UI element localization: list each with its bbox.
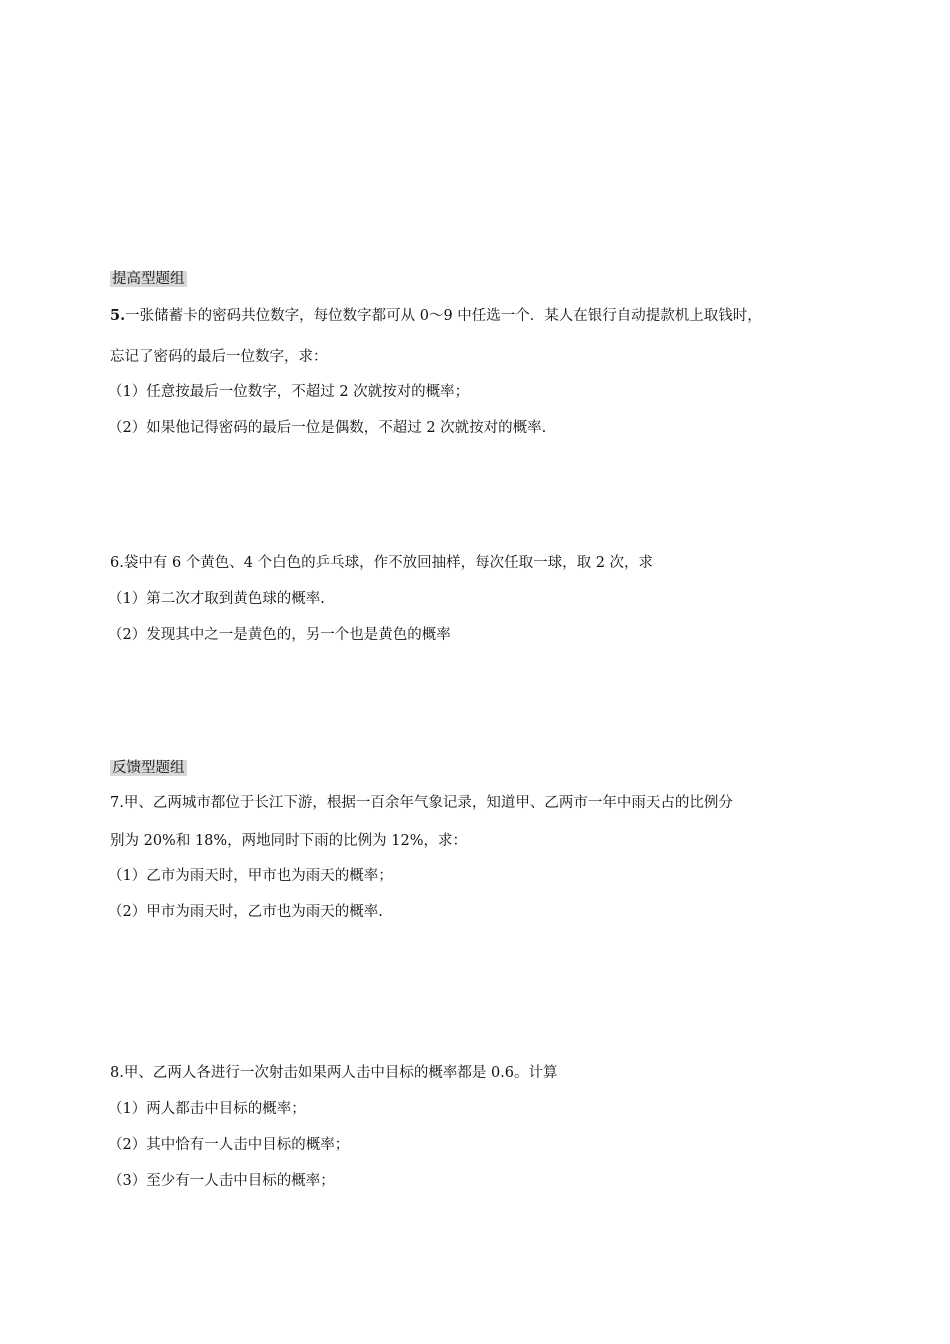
question-5-part-1: （1）任意按最后一位数字，不超过 2 次就按对的概率； bbox=[108, 384, 470, 400]
question-5-part-2: （2）如果他记得密码的最后一位是偶数，不超过 2 次就按对的概率. bbox=[108, 420, 547, 436]
question-8-part-1: （1）两人都击中目标的概率； bbox=[108, 1101, 306, 1117]
section-heading-feedback-label: 反馈型题组 bbox=[112, 760, 185, 776]
question-6-part-1: （1）第二次才取到黄色球的概率. bbox=[108, 591, 325, 607]
question-5-line-2: 忘记了密码的最后一位数字，求： bbox=[110, 349, 328, 365]
question-8-part-3: （3）至少有一人击中目标的概率； bbox=[108, 1173, 335, 1189]
question-7-part-1: （1）乙市为雨天时，甲市也为雨天的概率； bbox=[108, 868, 393, 884]
question-5-line-1 bbox=[110, 306, 762, 326]
question-7-line-1: 7.甲、乙两城市都位于长江下游，根据一百余年气象记录，知道甲、乙两市一年中雨天占的比例分 bbox=[110, 795, 733, 811]
section-heading-improve bbox=[110, 269, 187, 289]
section-heading-improve-label: 提高型题组 bbox=[112, 271, 185, 287]
question-8-line-1: 8.甲、乙两人各进行一次射击如果两人击中目标的概率都是 0.6。计算 bbox=[110, 1065, 558, 1081]
question-7-part-2: （2）甲市为雨天时，乙市也为雨天的概率. bbox=[108, 904, 383, 920]
question-5-number: 5. bbox=[110, 307, 126, 324]
section-heading-feedback bbox=[110, 758, 187, 778]
question-6-part-2: （2）发现其中之一是黄色的，另一个也是黄色的概率 bbox=[108, 627, 451, 643]
question-7-line-2: 别为 20%和 18%，两地同时下雨的比例为 12%，求： bbox=[110, 833, 468, 849]
question-6-line-1: 6.袋中有 6 个黄色、4 个白色的乒乓球，作不放回抽样，每次任取一球，取 2 次，求 bbox=[110, 555, 654, 571]
question-8-part-2: （2）其中恰有一人击中目标的概率； bbox=[108, 1137, 350, 1153]
question-5-text-1: 一张储蓄卡的密码共位数字，每位数字都可从 0～9 中任选一个．某人在银行自动提款机上取钱时， bbox=[125, 308, 762, 324]
